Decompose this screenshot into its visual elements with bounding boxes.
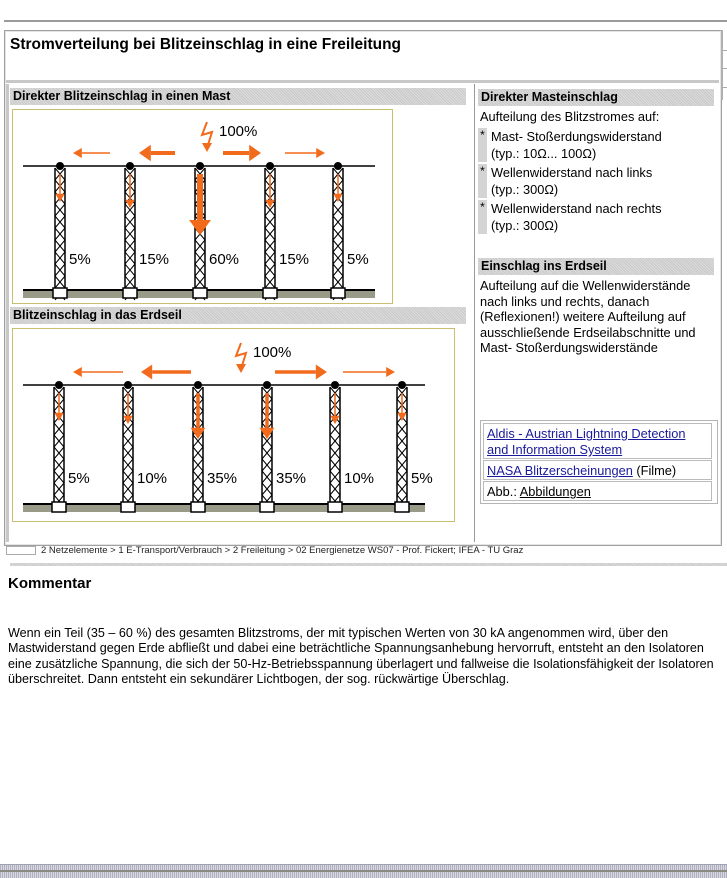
bullet-text [491, 164, 652, 198]
description-line: Aufteilung auf die Wellenwiderstände [480, 278, 691, 293]
wave-arrow-head [139, 145, 151, 161]
tower-top-node [266, 162, 274, 170]
comment-heading: Kommentar [8, 575, 92, 592]
separator [10, 563, 727, 566]
section-heading-masteinschlag: Direkter Masteinschlag [478, 89, 714, 106]
title-cell [6, 32, 719, 83]
tower-foundation [52, 502, 66, 512]
masteinschlag-intro: Aufteilung des Blitzstromes auf: [480, 109, 660, 124]
bullet-line2: (typ.: 10Ω... 100Ω) [491, 146, 597, 161]
section-heading-erdseil-right: Einschlag ins Erdseil [478, 258, 714, 275]
current-arrow-down-head [333, 194, 342, 202]
wave-arrow-head [316, 148, 325, 158]
link-row-abb [483, 481, 712, 501]
tower-foundation [331, 288, 345, 298]
description-line: (Reflexionen!) weitere Aufteilung auf [480, 309, 686, 324]
tower-foundation [395, 502, 409, 512]
breadcrumb [6, 545, 523, 556]
wave-arrow-head [249, 145, 261, 161]
wave-arrow-head [73, 148, 82, 158]
percentage-label: 60% [209, 251, 240, 268]
tower-foundation [263, 288, 277, 298]
bullet-line1: Wellenwiderstand nach links [491, 165, 653, 180]
aldis-link-line1: Aldis - Austrian Lightning Detection [487, 426, 686, 441]
bullet-star: * [478, 164, 487, 198]
aldis-link[interactable] [487, 426, 685, 457]
percentage-label: 10% [137, 470, 168, 487]
percentage-label: 5% [69, 251, 91, 268]
bullet-text [491, 200, 661, 234]
top-divider [4, 20, 727, 22]
section-heading-erdseil: Blitzeinschlag in das Erdseil [10, 307, 466, 324]
figure-mast-svg [13, 110, 392, 303]
percentage-label: 35% [276, 470, 307, 487]
percentage-label: 15% [139, 251, 170, 268]
tower-foundation [193, 288, 207, 298]
page-title: Stromverteilung bei Blitzeinschlag in eine Freileitung [10, 36, 402, 53]
link-row-aldis [483, 423, 712, 459]
bullet-star: * [478, 200, 487, 234]
figure-mast-strike [12, 109, 393, 304]
wave-arrow-head [141, 364, 152, 379]
percentage-label: 5% [347, 251, 369, 268]
tower-foundation [191, 502, 205, 512]
right-scroll-edge [721, 30, 727, 100]
breadcrumb-text: 2 Netzelemente > 1 E-Transport/Verbrauch > 2 Freileitung > 02 Energienetze WS07 - Prof. Fickert; IFEA - TU Graz [41, 545, 524, 556]
abbildungen-link[interactable]: Abbildungen [519, 484, 591, 499]
aldis-link-line2: and Information System [487, 442, 623, 457]
wave-arrow-head [73, 367, 82, 377]
description-line: nach links und rechts, danach [480, 293, 650, 309]
strike-label: 100% [253, 344, 292, 361]
tower-foundation [328, 502, 342, 512]
percentage-label: 10% [344, 470, 375, 487]
tower-top-node [124, 381, 132, 389]
tower-top-node [398, 381, 406, 389]
bullet-item [478, 128, 708, 162]
bullet-line2: (typ.: 300Ω) [491, 182, 559, 197]
tower-top-node [331, 381, 339, 389]
bullet-item [478, 164, 708, 198]
bullet-line1: Mast- Stoßerdungswiderstand [491, 129, 662, 144]
tower-foundation [121, 502, 135, 512]
description-line: ausschließende Erdseilabschnitte und [480, 324, 696, 340]
erdseil-description [480, 278, 696, 356]
tower-top-node [55, 381, 63, 389]
tower-top-node [126, 162, 134, 170]
current-arrow-down-head [189, 220, 211, 235]
percentage-label: 5% [68, 470, 90, 487]
current-arrow-down-head [330, 416, 339, 424]
percentage-label: 5% [411, 470, 433, 487]
tower-top-node [194, 381, 202, 389]
nasa-link[interactable]: NASA Blitzerscheinungen [487, 463, 633, 478]
tower-top-node [196, 162, 204, 170]
wave-arrow-head [386, 367, 395, 377]
wave-arrow-head [316, 364, 327, 379]
bullet-line2: (typ.: 300Ω) [491, 218, 559, 233]
tower-top-node [263, 381, 271, 389]
figure-erdseil-strike [12, 328, 455, 522]
section-heading-mast: Direkter Blitzeinschlag in einen Mast [10, 88, 466, 105]
bottom-bar [0, 864, 727, 878]
bullet-text [491, 128, 662, 162]
ground [23, 504, 425, 512]
bullet-item [478, 200, 708, 234]
link-row-nasa [483, 460, 712, 480]
percentage-label: 15% [279, 251, 310, 268]
current-arrow-down-head [123, 416, 132, 424]
tower-foundation [260, 502, 274, 512]
percentage-label: 35% [207, 470, 238, 487]
tower-top-node [334, 162, 342, 170]
lightning-bolt-tip [202, 143, 212, 152]
links-box [480, 420, 718, 504]
comment-text: Wenn ein Teil (35 – 60 %) des gesamten Blitzstroms, der mit typischen Werten von 30 kA angenommen wird, über den Mastwiderstand gegen Erde abfließt und dabei eine beträchtliche Spannungsanhebung hervorruft, entsteht an den Isolatoren eine zusätzliche Spannung, die sich der 50-Hz-Betriebsspannung überlagert und fallweise die Isolationsfähigkeit der Isolatoren überschreitet. Dann entsteht ein sekundärer Lichtbogen, der sog. rückwärtige Überschlag. [8, 626, 714, 686]
tower-foundation [123, 288, 137, 298]
tower-foundation [53, 288, 67, 298]
current-arrow-down-head [55, 194, 64, 202]
lightning-bolt-tip [236, 364, 246, 373]
current-arrow-down-head [54, 413, 63, 421]
bullet-line1: Wellenwiderstand nach rechts [491, 201, 662, 216]
breadcrumb-box [6, 546, 36, 555]
description-line: Mast- Stoßerdungswiderstände [480, 340, 658, 355]
current-arrow-down-head [397, 413, 406, 421]
figure-erdseil-svg [13, 329, 454, 521]
tower-top-node [56, 162, 64, 170]
bullet-star: * [478, 128, 487, 162]
strike-label: 100% [219, 123, 258, 140]
abb-prefix: Abb.: [487, 484, 520, 499]
nasa-suffix: (Filme) [632, 463, 677, 478]
